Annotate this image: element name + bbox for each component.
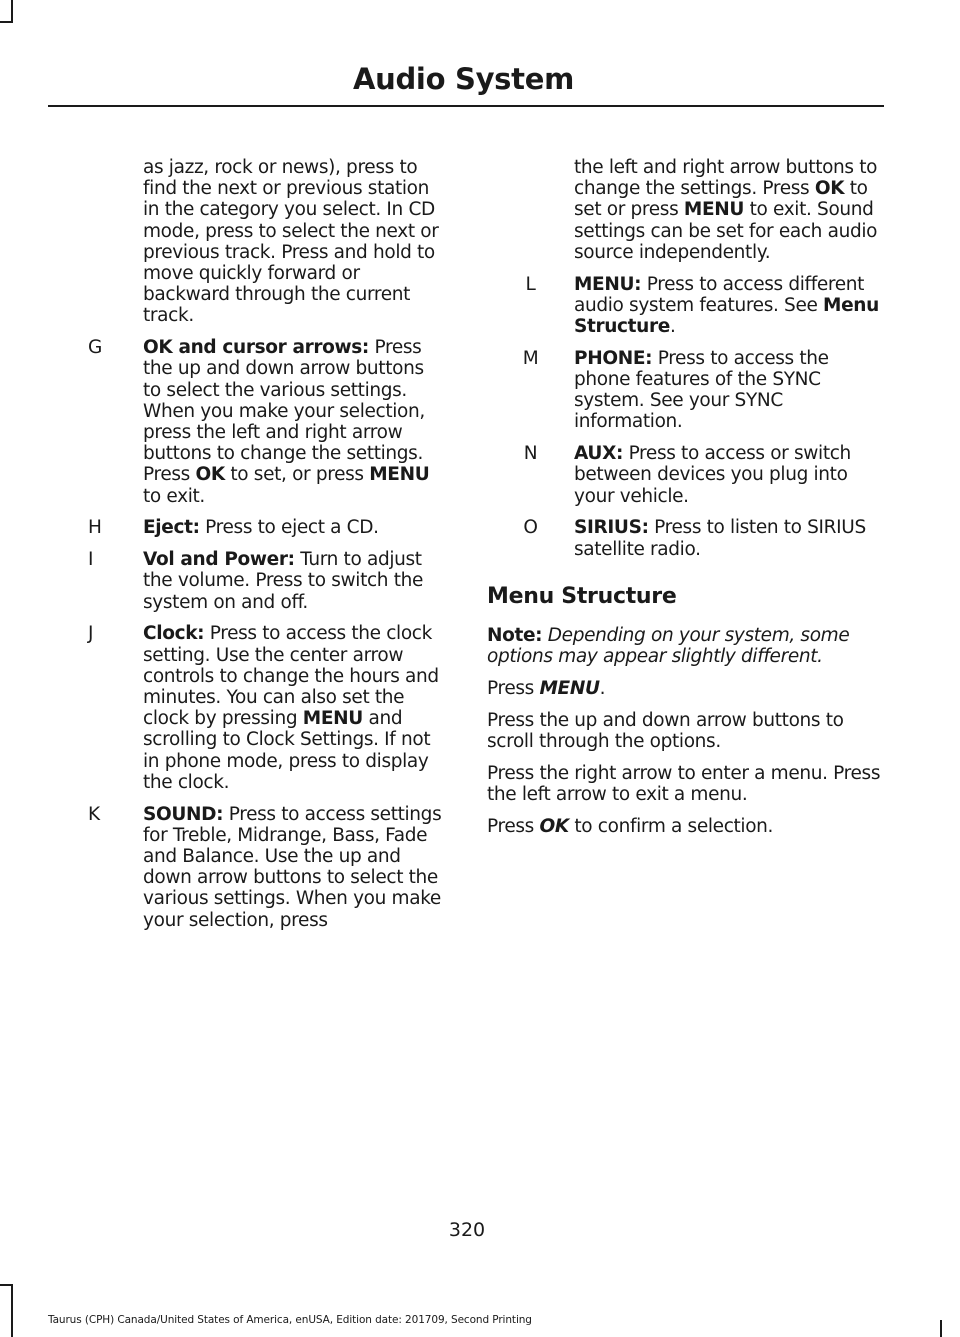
entry-l [487,274,887,338]
menu-term: MENU [539,678,600,700]
entry-body [143,549,446,613]
note [487,625,887,667]
entry-body [143,623,446,793]
entry-body [143,337,446,507]
entry-body [574,517,887,559]
entry-i [60,549,446,613]
entry-text: Press to access different audio system features. See [574,273,865,316]
header-divider [48,105,884,107]
note-label: Note: [487,625,543,647]
entry-label: PHONE: [574,347,653,369]
entry-label: Eject: [143,517,200,539]
scroll-instruction: Press the up and down arrow buttons to scroll through the options. [487,709,844,753]
entry-text: Press the up and down arrow buttons to select the various settings. When you make your selection, press the left and right arrow buttons to change the settings. Press [143,337,425,486]
entry-key: H [88,517,102,539]
entry-label: MENU: [574,273,642,295]
entry-text: Press [487,678,540,700]
entry-k [60,804,446,931]
entry-key: N [523,443,538,465]
entry-text: . [599,678,606,700]
entry-key: I [88,549,94,571]
entry-key: J [88,623,94,645]
entry-body [143,804,446,931]
footer-edition: Taurus (CPH) Canada/United States of America, enUSA, Edition date: 201709, Second Printing [48,1314,532,1326]
ok-term: OK [539,815,569,837]
ok-term: OK [195,464,225,486]
entry-text: Press to access or switch between devices you plug into your vehicle. [574,443,851,507]
entry-body [574,443,887,507]
section-heading-menu-structure: Menu Structure [487,583,677,609]
entry-text: Press to listen to SIRIUS satellite radio. [574,517,866,560]
entry-text: Press to access the phone features of the SYNC system. See your SYNC information. [574,347,829,433]
entry-text: Press to access the clock setting. Use the center arrow controls to change the hours and minutes. You can also set the clock by pressing [143,623,439,730]
entry-body [574,274,887,338]
entry-g [60,337,446,507]
entry-label: OK and cursor arrows: [143,337,369,359]
entry-text: to confirm a selection. [568,815,774,837]
page-number: 320 [448,1219,486,1241]
entry-key: K [88,803,100,825]
enter-exit-instruction: Press the right arrow to enter a menu. Press the left arrow to exit a menu. [487,762,881,806]
crop-mark-bottom-left-v [11,1286,13,1337]
entry-text: . [669,316,676,338]
entry-text: Turn to adjust the volume. Press to switch the system on and off. [143,549,424,613]
menu-term: MENU [302,708,363,730]
entry-body [574,348,887,433]
entry-label: AUX: [574,443,624,465]
continuation-text: as jazz, rock or news), press to find the next or previous station in the category you select. In CD mode, press to select the next or previous track. Press and hold to move quickly forward or backward through the current track. [143,157,439,327]
entry-text: to set or press [574,178,868,221]
press-ok-instruction [487,816,887,837]
continuation-text [487,157,887,263]
note-text: Depending on your system, some options may appear slightly different. [487,625,850,668]
crop-mark-top-left-v [11,0,13,22]
entry-key: M [522,347,539,369]
menu-structure-link[interactable]: Menu Structure [574,294,879,338]
entry-label: Clock: [143,623,205,645]
entry-key: L [525,273,536,295]
ok-term: OK [814,178,845,200]
entry-text: Press to access settings for Treble, Midrange, Bass, Fade and Balance. Use the up and down arrow buttons to select the various settings. When you make your selection, press [143,803,442,931]
crop-mark-bottom-right-v [940,1320,942,1337]
entry-text: Press to eject a CD. [199,517,379,539]
entry-label: Vol and Power: [143,549,295,571]
page-title: Audio System [352,62,574,96]
entry-o [487,517,887,559]
entry-n [487,443,887,507]
entry-key: O [523,517,538,539]
entry-text: to exit. Sound settings can be set for each audio source independently. [574,199,878,263]
entry-text: and scrolling to Clock Settings. If not in phone mode, press to display the clock. [143,708,431,793]
crop-mark-bottom-left-h [0,1284,13,1286]
left-column [60,157,446,941]
entry-text: Press [487,815,540,837]
press-menu-instruction [487,678,887,699]
crop-mark-top-left-h [0,21,13,23]
entry-h [60,517,446,538]
entry-j [60,623,446,793]
entry-label: SIRIUS: [574,517,649,539]
entry-text: to exit. [143,485,205,507]
menu-term: MENU [683,199,745,221]
entry-body [143,517,446,538]
right-column [487,157,887,848]
entry-text: the left and right arrow buttons to change the settings. Press [574,157,878,200]
entry-text: to set, or press [224,464,370,486]
entry-m [487,348,887,433]
entry-key: G [88,337,102,359]
menu-term: MENU [369,464,430,486]
entry-label: SOUND: [143,803,224,825]
